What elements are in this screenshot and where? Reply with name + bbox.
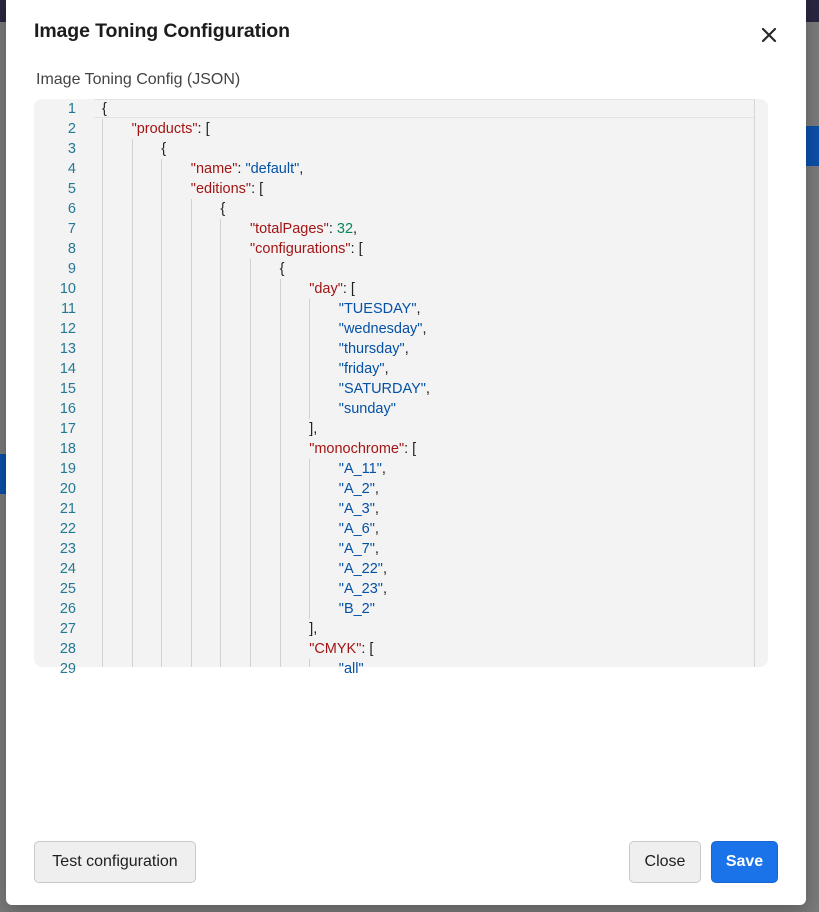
json-string: "thursday"	[338, 341, 405, 357]
json-key: "monochrome"	[309, 441, 405, 457]
json-punctuation: ,	[425, 381, 430, 397]
json-punctuation: {	[161, 141, 167, 157]
save-button[interactable]: Save	[711, 841, 778, 883]
dialog-title: Image Toning Configuration	[34, 20, 290, 42]
json-string: "A_22"	[338, 561, 383, 577]
code-line	[339, 379, 430, 399]
json-punctuation: ,	[382, 561, 387, 577]
json-string: "A_2"	[338, 481, 375, 497]
code-line	[339, 579, 387, 599]
line-number: 8	[67, 241, 76, 257]
code-line	[309, 279, 355, 299]
current-line-highlight	[94, 99, 754, 118]
image-toning-dialog	[6, 0, 806, 905]
json-punctuation: ,	[384, 361, 389, 377]
json-key: "editions"	[190, 181, 252, 197]
code-line	[339, 459, 386, 479]
json-punctuation: ,	[382, 581, 387, 597]
line-number-gutter	[34, 99, 76, 677]
json-punctuation: ],	[309, 421, 318, 437]
json-string: "A_6"	[338, 521, 375, 537]
json-punctuation: : [	[404, 441, 417, 457]
line-number: 15	[59, 381, 76, 397]
json-key: "configurations"	[250, 241, 351, 257]
code-line	[339, 519, 379, 539]
editor-scrollbar[interactable]	[754, 99, 755, 667]
json-code-editor[interactable]	[34, 99, 768, 677]
indent-guide	[309, 459, 310, 619]
code-line	[280, 259, 285, 279]
indent-guide	[161, 159, 162, 667]
json-string: "friday"	[338, 361, 385, 377]
json-string: "wednesday"	[338, 321, 423, 337]
json-punctuation: ,	[422, 321, 427, 337]
json-punctuation: ,	[299, 161, 304, 177]
json-string: "A_23"	[338, 581, 383, 597]
line-number: 20	[59, 481, 76, 497]
code-line	[339, 659, 364, 679]
code-line	[191, 179, 263, 199]
line-number: 6	[67, 201, 76, 217]
line-number: 1	[67, 101, 76, 117]
json-punctuation: {	[102, 101, 107, 117]
json-string: "SATURDAY"	[338, 381, 426, 397]
code-line	[339, 499, 379, 519]
code-line	[250, 219, 357, 239]
line-number: 3	[67, 141, 76, 157]
code-line	[309, 619, 317, 639]
indent-guide	[132, 139, 133, 667]
code-line	[220, 199, 225, 219]
line-number: 17	[59, 421, 76, 437]
line-number: 26	[59, 601, 76, 617]
indent-guide	[309, 659, 310, 667]
code-line	[309, 419, 317, 439]
json-punctuation: :	[328, 221, 337, 237]
indent-guide	[191, 199, 192, 667]
code-line	[339, 339, 409, 359]
json-punctuation: ],	[309, 621, 318, 637]
json-punctuation: : [	[251, 181, 264, 197]
json-punctuation: ,	[416, 301, 421, 317]
json-key: "totalPages"	[250, 221, 329, 237]
json-string: "A_11"	[338, 461, 382, 477]
code-line	[339, 559, 387, 579]
close-button[interactable]: Close	[629, 841, 701, 883]
line-number: 14	[59, 361, 76, 377]
json-string: "TUESDAY"	[338, 301, 417, 317]
json-number: 32	[336, 221, 354, 237]
json-punctuation: ,	[404, 341, 409, 357]
code-line	[339, 599, 375, 619]
json-punctuation: {	[220, 201, 226, 217]
json-punctuation: : [	[342, 281, 355, 297]
line-number: 4	[67, 161, 76, 177]
line-number: 5	[67, 181, 76, 197]
json-punctuation: ,	[374, 521, 379, 537]
line-number: 19	[59, 461, 76, 477]
line-number: 16	[59, 401, 76, 417]
config-field-label: Image Toning Config (JSON)	[36, 71, 241, 88]
json-punctuation: ,	[374, 481, 379, 497]
line-number: 10	[59, 281, 76, 297]
indent-guide	[309, 299, 310, 419]
line-number: 25	[59, 581, 76, 597]
json-punctuation: ,	[374, 501, 379, 517]
json-string: "B_2"	[338, 601, 375, 617]
json-key: "CMYK"	[309, 641, 362, 657]
json-punctuation: ,	[381, 461, 386, 477]
line-number: 29	[59, 661, 76, 677]
code-line	[339, 299, 421, 319]
code-line	[309, 439, 416, 459]
close-icon[interactable]	[756, 22, 782, 48]
code-line	[250, 239, 363, 259]
code-line	[339, 479, 379, 499]
line-number: 7	[67, 221, 76, 237]
code-line	[191, 159, 304, 179]
code-line	[339, 319, 427, 339]
json-punctuation: ,	[353, 221, 358, 237]
line-number: 13	[59, 341, 76, 357]
json-punctuation: : [	[361, 641, 374, 657]
line-number: 9	[67, 261, 76, 277]
line-number: 18	[59, 441, 76, 457]
json-string: "A_7"	[338, 541, 375, 557]
line-number: 21	[59, 501, 76, 517]
json-key: "products"	[131, 121, 198, 137]
json-punctuation: {	[279, 261, 285, 277]
json-string: "A_3"	[338, 501, 375, 517]
json-punctuation: : [	[197, 121, 210, 137]
line-number: 24	[59, 561, 76, 577]
json-punctuation: ,	[374, 541, 379, 557]
line-number: 22	[59, 521, 76, 537]
json-punctuation: : [	[350, 241, 363, 257]
code-line	[309, 639, 373, 659]
json-key: "name"	[190, 161, 238, 177]
code-line	[339, 359, 389, 379]
line-number: 11	[60, 301, 76, 317]
code-line	[339, 539, 379, 559]
json-punctuation: :	[237, 161, 246, 177]
indent-guide	[280, 279, 281, 667]
json-string: "all"	[338, 661, 364, 677]
json-string: "sunday"	[338, 401, 396, 417]
test-configuration-button[interactable]: Test configuration	[34, 841, 196, 883]
line-number: 28	[59, 641, 76, 657]
code-line	[339, 399, 396, 419]
line-number: 23	[59, 541, 76, 557]
indent-guide	[220, 219, 221, 667]
indent-guide	[102, 119, 103, 667]
code-line	[161, 139, 166, 159]
code-line	[132, 119, 210, 139]
code-line	[102, 99, 107, 119]
indent-guide	[250, 259, 251, 667]
json-string: "default"	[245, 161, 300, 177]
json-key: "day"	[309, 281, 343, 297]
line-number: 12	[59, 321, 76, 337]
line-number: 27	[59, 621, 76, 637]
line-number: 2	[67, 121, 76, 137]
